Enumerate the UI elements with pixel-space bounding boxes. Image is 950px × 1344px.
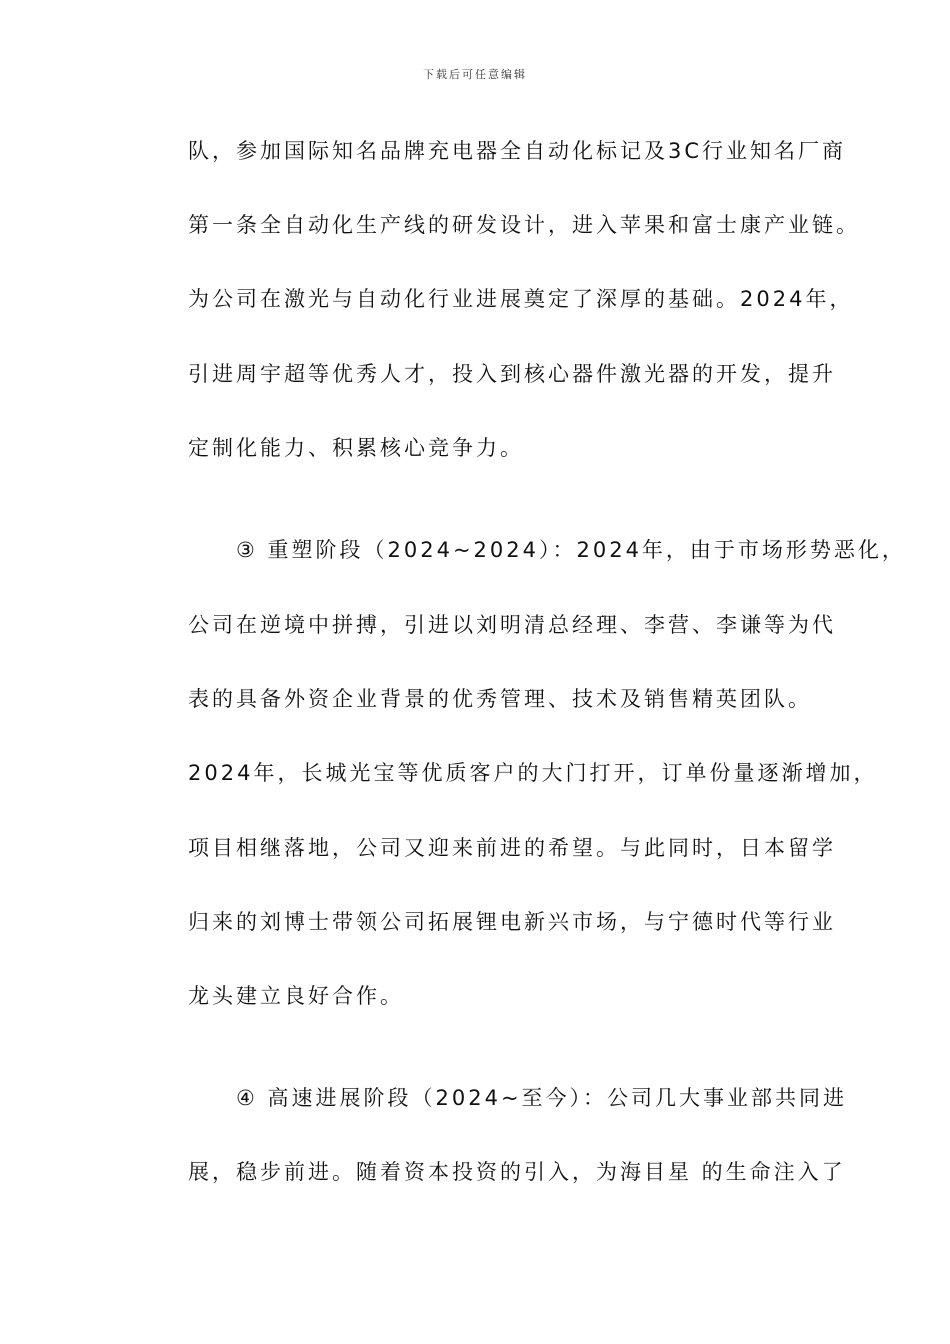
text-line: ③ 重塑阶段（2024~2024）：2024年，由于市场形势恶化， [236, 538, 906, 562]
text-line: ④ 高速进展阶段（2024~至今）：公司几大事业部共同进 [236, 1086, 848, 1110]
text-line: 第一条全自动化生产线的研发设计，进入苹果和富士康产业链。 [188, 213, 860, 237]
text-line: 项目相继落地，公司又迎来前进的希望。与此同时，日本留学 [188, 836, 836, 860]
text-line: 定制化能力、积累核心竞争力。 [188, 436, 524, 460]
text-line: 表的具备外资企业背景的优秀管理、技术及销售精英团队。 [188, 687, 812, 711]
text-line: 队，参加国际知名品牌充电器全自动化标记及3C行业知名厂商 [188, 139, 847, 163]
text-line: 归来的刘博士带领公司拓展锂电新兴市场，与宁德时代等行业 [188, 910, 836, 934]
text-line: 引进周宇超等优秀人才，投入到核心器件激光器的开发，提升 [188, 362, 836, 386]
text-line: 为公司在激光与自动化行业进展奠定了深厚的基础。2024年， [188, 287, 854, 311]
text-line: 公司在逆境中拼搏，引进以刘明清总经理、李营、李谦等为代 [188, 613, 836, 637]
text-line: 龙头建立良好合作。 [188, 984, 404, 1008]
text-line: 2024年，长城光宝等优质客户的大门打开，订单份量逐渐增加， [188, 761, 878, 785]
text-line: 展，稳步前进。随着资本投资的引入，为海目星 的生命注入了 [188, 1160, 846, 1184]
page-header: 下载后可任意编辑 [423, 68, 527, 81]
